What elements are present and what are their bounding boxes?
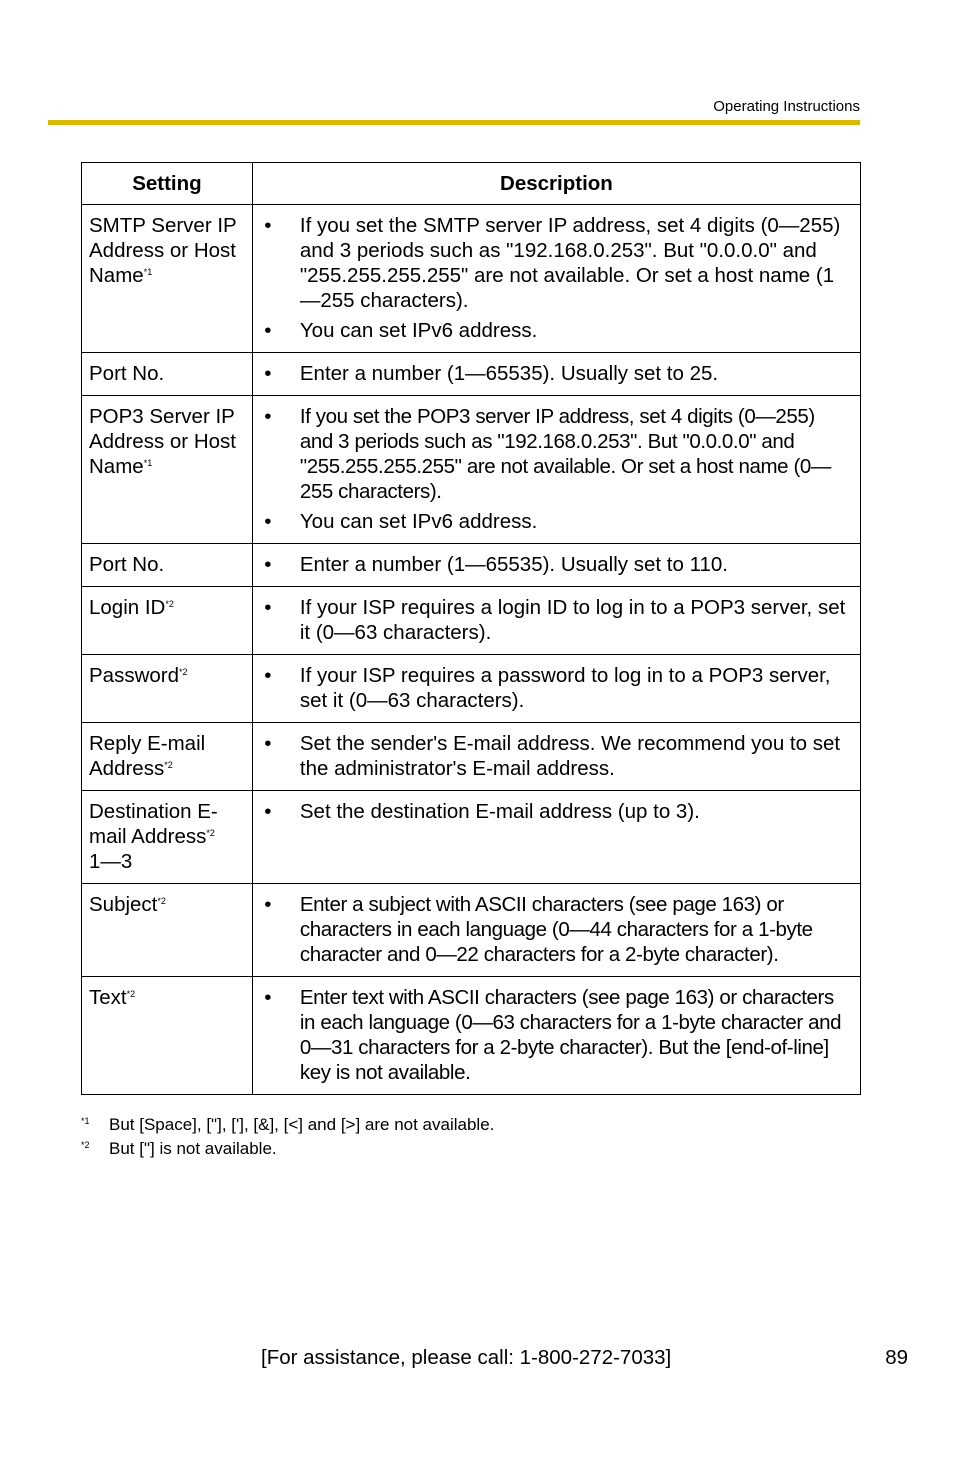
setting-name: Text: [89, 986, 127, 1009]
bullet-text: You can set IPv6 address.: [299, 319, 538, 342]
setting-cell: [82, 977, 253, 1095]
bullet-text: Set the sender's E-mail address. We recommend you to set the administrator's E-mail address.: [299, 732, 841, 780]
page-number: 89: [885, 1346, 908, 1369]
description-cell: [252, 587, 860, 655]
setting-name: POP3 Server IP Address or Host Name: [89, 405, 236, 478]
bullet-icon: •: [264, 893, 272, 916]
description-cell: [252, 353, 860, 396]
setting-cell: [82, 587, 253, 655]
description-bullet: [253, 318, 852, 343]
description-bullet: [253, 595, 852, 645]
table-row: [82, 544, 861, 587]
footnote-ref: *2: [165, 599, 174, 609]
footnotes: [81, 1113, 494, 1161]
description-bullet: [253, 509, 852, 534]
description-bullet: [253, 404, 852, 504]
setting-cell: [82, 655, 253, 723]
bullet-icon: •: [264, 214, 272, 237]
setting-cell: [82, 544, 253, 587]
setting-name: Reply E-mail Address: [89, 732, 206, 780]
table-row: [82, 884, 861, 977]
bullet-text: If you set the SMTP server IP address, set 4 digits (0—255) and 3 periods such as "192.168.0.253". But "0.0.0.0" and "255.255.255.255" are not available. Or set a host name (1—255 characters).: [299, 214, 841, 312]
footnote-mark: *1: [81, 1116, 90, 1126]
settings-table: [81, 162, 861, 1095]
description-bullet: [253, 731, 852, 781]
column-header-description: Description: [252, 163, 860, 205]
setting-name: Login ID: [89, 596, 166, 619]
bullet-text: Set the destination E-mail address (up to 3).: [299, 800, 700, 823]
header-rule: [48, 120, 860, 125]
bullet-icon: •: [264, 362, 272, 385]
bullet-icon: •: [264, 732, 272, 755]
bullet-icon: •: [264, 596, 272, 619]
description-cell: [252, 884, 860, 977]
description-bullet: [253, 892, 852, 967]
description-bullet: [253, 213, 852, 313]
table-row: [82, 396, 861, 544]
description-cell: [252, 396, 860, 544]
description-bullet: [253, 552, 852, 577]
table-row: [82, 791, 861, 884]
setting-name: SMTP Server IP Address or Host Name: [89, 214, 237, 287]
footnote-text: But ["] is not available.: [109, 1139, 277, 1158]
setting-cell: [82, 396, 253, 544]
bullet-text: If your ISP requires a login ID to log in to a POP3 server, set it (0—63 characters).: [299, 596, 846, 644]
table-row: [82, 977, 861, 1095]
footnote-text: But [Space], ["], ['], [&], [<] and [>] are not available.: [109, 1115, 495, 1134]
footnote-ref: *2: [179, 667, 188, 677]
description-cell: [252, 791, 860, 884]
table-row: [82, 655, 861, 723]
footnote-ref: *2: [164, 760, 173, 770]
setting-cell: [82, 353, 253, 396]
setting-cell: [82, 884, 253, 977]
description-cell: [252, 977, 860, 1095]
bullet-text: If you set the POP3 server IP address, set 4 digits (0—255) and 3 periods such as "192.168.0.253". But "0.0.0.0" and "255.255.255.255" are not available. Or set a host name (0—255 characters).: [299, 405, 832, 503]
footnote-ref: *1: [143, 458, 153, 468]
bullet-icon: •: [264, 664, 272, 687]
description-bullet: [253, 361, 852, 386]
assistance-line: [For assistance, please call: 1-800-272-7033]: [261, 1346, 672, 1369]
bullet-text: Enter a number (1—65535). Usually set to 25.: [299, 362, 719, 385]
description-cell: [252, 205, 860, 353]
description-cell: [252, 544, 860, 587]
footnote: [81, 1113, 494, 1137]
bullet-text: Enter text with ASCII characters (see page 163) or characters in each language (0—63 characters for a 1-byte character and 0—31 characters for a 2-byte character). But the [end-of-line] key is not available.: [299, 986, 842, 1084]
table-row: [82, 723, 861, 791]
description-cell: [252, 723, 860, 791]
setting-cell: [82, 723, 253, 791]
setting-name: Destination E-mail Address: [89, 800, 218, 848]
setting-cell: [82, 205, 253, 353]
setting-name: Port No.: [89, 362, 165, 385]
setting-name: Port No.: [89, 553, 165, 576]
footnote-ref: *2: [206, 828, 215, 838]
table-row: [82, 205, 861, 353]
setting-name: Password: [89, 664, 180, 687]
table-header-row: [82, 163, 861, 205]
setting-cell: [82, 791, 253, 884]
footnote-mark: *2: [81, 1140, 90, 1150]
footnote-ref: *2: [157, 896, 166, 906]
bullet-text: If your ISP requires a password to log in to a POP3 server, set it (0—63 characters).: [299, 664, 831, 712]
description-bullet: [253, 663, 852, 713]
setting-name: Subject: [89, 893, 158, 916]
table-row: [82, 353, 861, 396]
running-header: Operating Instructions: [713, 98, 860, 115]
description-bullet: [253, 985, 852, 1085]
bullet-icon: •: [264, 986, 272, 1009]
description-cell: [252, 655, 860, 723]
footnote-ref: *2: [126, 989, 136, 999]
footnote: [81, 1137, 494, 1161]
bullet-text: You can set IPv6 address.: [299, 510, 538, 533]
bullet-icon: •: [264, 553, 272, 576]
column-header-setting: Setting: [82, 163, 253, 205]
bullet-text: Enter a number (1—65535). Usually set to 110.: [299, 553, 728, 576]
bullet-icon: •: [264, 319, 272, 342]
table-row: [82, 587, 861, 655]
bullet-icon: •: [264, 405, 272, 428]
setting-range: 1—3: [89, 850, 133, 873]
footnote-ref: *1: [143, 267, 153, 277]
bullet-icon: •: [264, 510, 272, 533]
bullet-icon: •: [264, 800, 272, 823]
description-bullet: [253, 799, 852, 824]
bullet-text: Enter a subject with ASCII characters (see page 163) or characters in each language (0—44 characters for a 1-byte character and 0—22 characters for a 2-byte character).: [299, 893, 813, 966]
